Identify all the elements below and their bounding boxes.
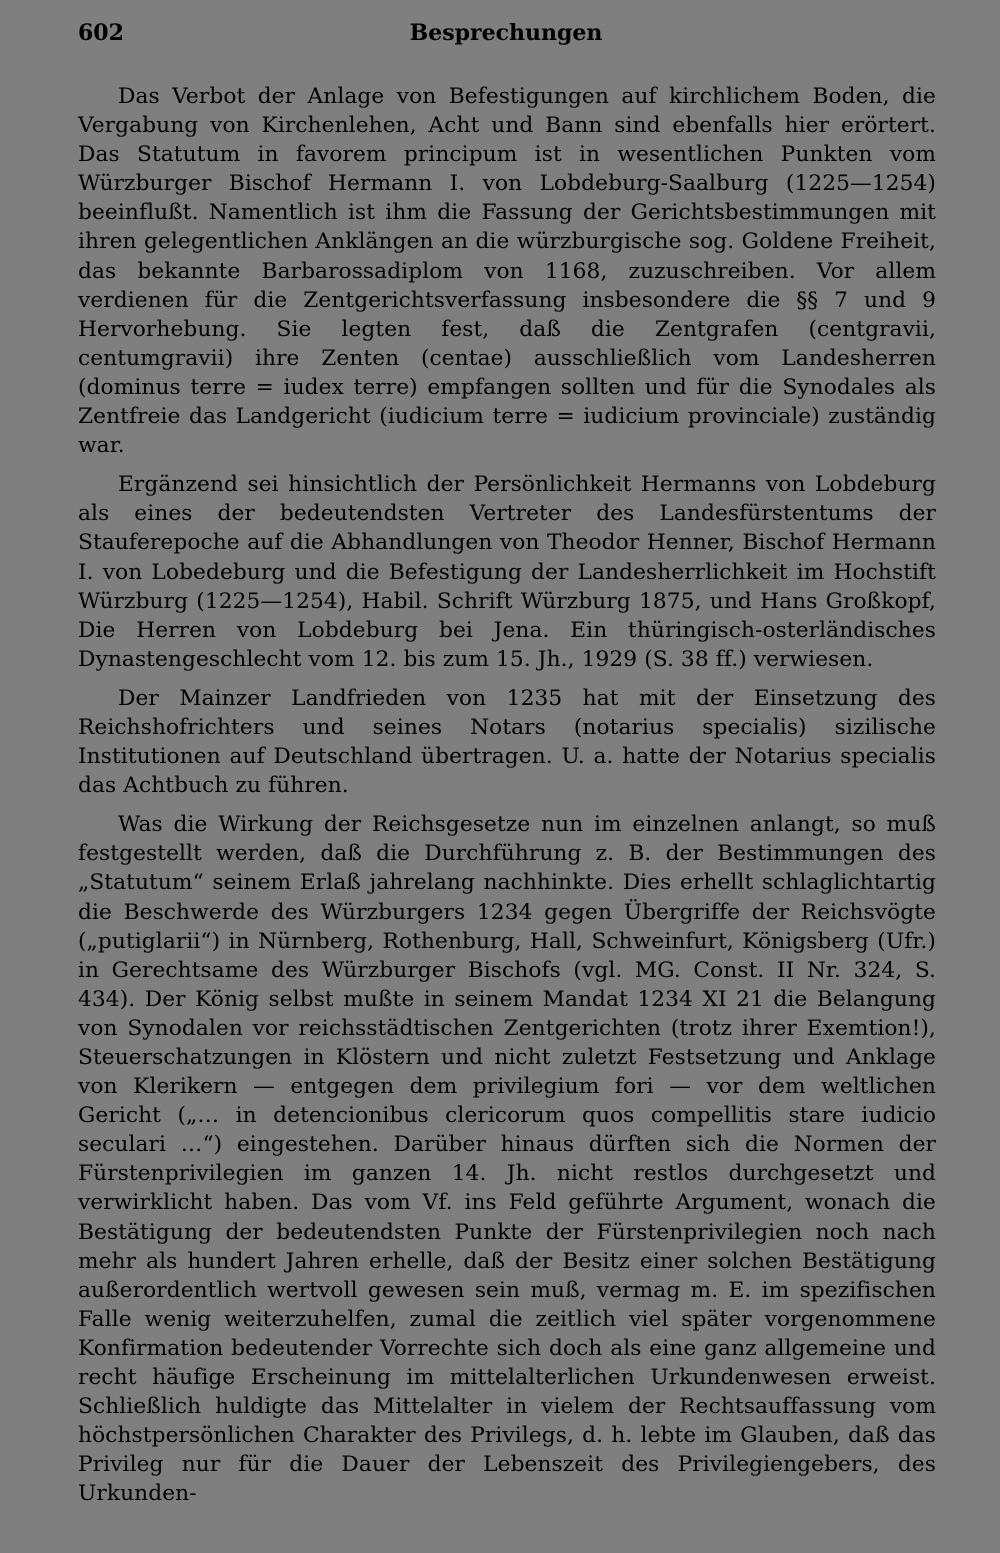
paragraph-hermann-lobdeburg: Ergänzend sei hinsichtlich der Persönlichkeit Hermanns von Lobdeburg als eines der bedeutendsten Vertreter des Landesfürstentums der Stauferepoche auf die Abhandlungen von Theodor Henner, Bischof Hermann I. von Lobedeburg und die Befestigung der Landesherrlichkeit im Hochstift Würzburg (1225—1254), Habil. Schrift Würzburg 1875, und Hans Großkopf, Die Herren von Lobdeburg bei Jena. Ein thüringisch-osterländisches Dynastengeschlecht vom 12. bis zum 15. Jh., 1929 (S. 38 ff.) verwiesen. [78, 472, 936, 672]
page-number: 602 [78, 20, 124, 46]
page-header [78, 20, 934, 60]
paragraph-mainzer-landfrieden: Der Mainzer Landfrieden von 1235 hat mit der Einsetzung des Reichshofrichters und seines Notars (notarius specialis) sizilische Institutionen auf Deutschland übertragen. U. a. hatte der Notarius specialis das Achtbuch zu führen. [78, 685, 936, 799]
paragraph-reichsgesetze: Was die Wirkung der Reichsgesetze nun im einzelnen anlangt, so muß festgestellt werden, daß die Durchführung z. B. der Bestimmungen des „Statutum“ seinem Erlaß jahrelang nachhinkte. Dies erhellt schlaglichtartig die Beschwerde des Würzburgers 1234 gegen Übergriffe der Reichsvögte („putiglarii“) in Nürnberg, Rothenburg, Hall, Schweinfurt, Königsberg (Ufr.) in Gerechtsame des Würzburger Bischofs (vgl. MG. Const. II Nr. 324, S. 434). Der König selbst mußte in seinem Mandat 1234 XI 21 die Belangung von Synodalen vor reichsstädtischen Zentgerichten (trotz ihrer Exemtion!), Steuerschatzungen in Klöstern und nicht zuletzt Festsetzung und Anklage von Klerikern — entgegen dem privilegium fori — vor dem weltlichen Gericht („… in detencionibus clericorum quos compellitis stare iudicio seculari …“) eingestehen. Darüber hinaus dürften sich die Normen der Fürstenprivilegien im ganzen 14. Jh. nicht restlos durchgesetzt und verwirklicht haben. Das vom Vf. ins Feld geführte Argument, wonach die Bestätigung der bedeutendsten Punkte der Fürstenprivilegien noch nach mehr als hundert Jahren erhelle, daß der Besitz einer solchen Bestätigung außerordentlich wertvoll gewesen sein muß, vermag m. E. im spezifischen Falle wenig weiterzuhelfen, zumal die zeitlich viel später vorgenommene Konfirmation bedeutender Vorrechte sich doch als eine ganz allgemeine und recht häufige Erscheinung im mittelalterlichen Urkundenwesen erweist. Schließlich huldigte das Mittelalter in vielem der Rechtsauffassung vom höchstpersönlichen Charakter des Privilegs, d. h. lebte im Glauben, daß das Privileg nur für die Dauer der Lebenszeit des Privilegiengebers, des Urkunden- [78, 812, 936, 1507]
running-head: Besprechungen [409, 20, 603, 46]
body-text [78, 82, 936, 1519]
paragraph-statutum: Das Verbot der Anlage von Befestigungen auf kirchlichem Boden, die Vergabung von Kirchenlehen, Acht und Bann sind ebenfalls hier erörtert. Das Statutum in favorem principum ist in wesentlichen Punkten vom Würzburger Bischof Hermann I. von Lobdeburg-Saalburg (1225—1254) beeinflußt. Namentlich ist ihm die Fassung der Gerichtsbestimmungen mit ihren gelegentlichen Anklängen an die würzburgische sog. Goldene Freiheit, das bekannte Barbarossadiplom von 1168, zuzuschreiben. Vor allem verdienen für die Zentgerichtsverfassung insbesondere die §§ 7 und 9 Hervorhebung. Sie legten fest, daß die Zentgrafen (centgravii, centumgravii) ihre Zenten (centae) ausschließlich vom Landesherren (dominus terre = iudex terre) empfangen sollten und für die Synodales als Zentfreie das Landgericht (iudicium terre = iudicium provinciale) zuständig war. [78, 84, 936, 459]
